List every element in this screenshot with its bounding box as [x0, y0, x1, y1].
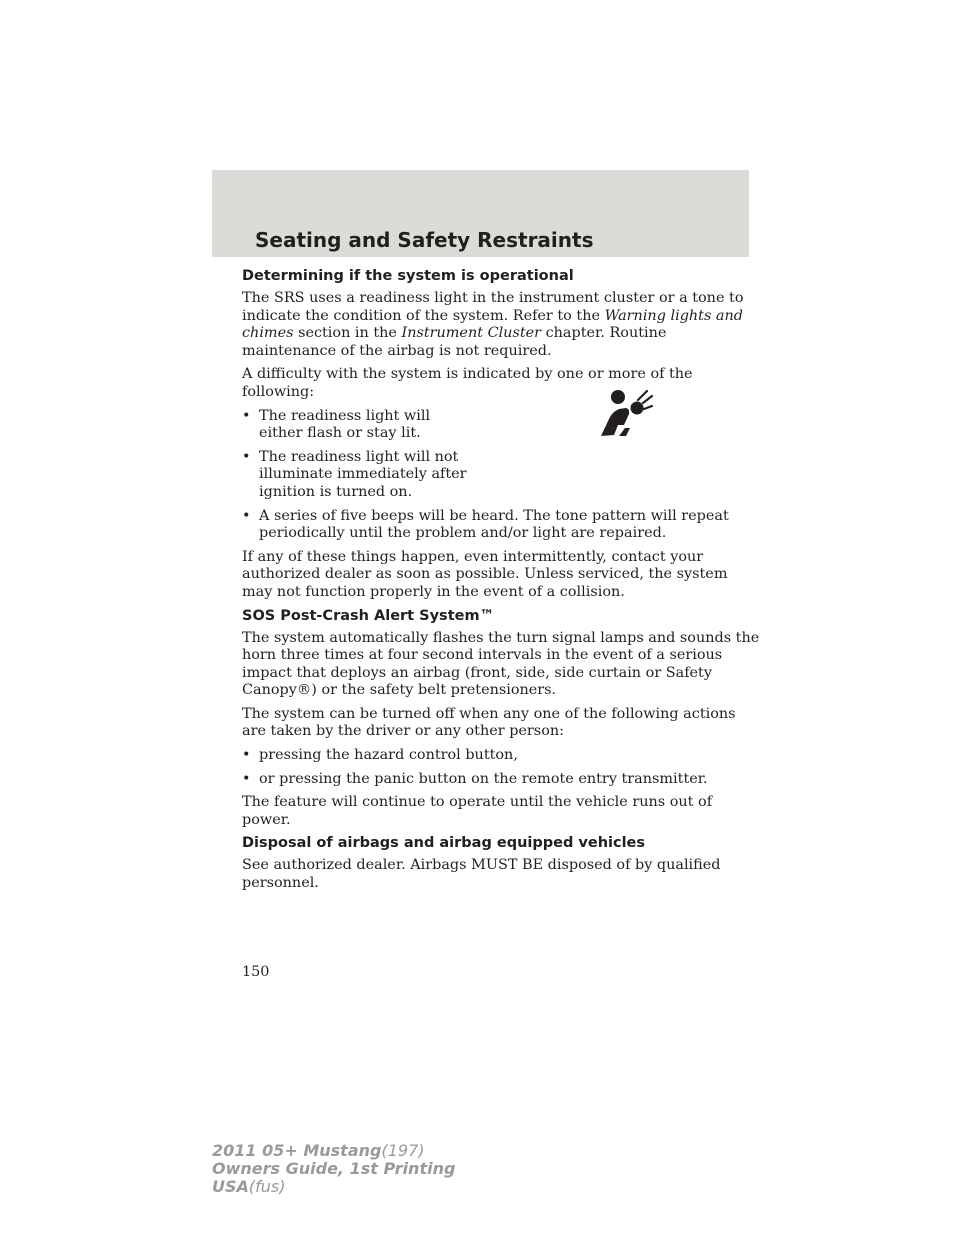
sos-paragraph-2: The system can be turned off when any one of the following actions are taken by the driver or any other person: [242, 705, 736, 740]
list-item: • A series of five beeps will be heard. The tone pattern will repeat periodically until the problem and/or light are repaired. [242, 507, 729, 542]
list-item: • pressing the hazard control button, [242, 747, 518, 764]
sos-paragraph-1: The system automatically flashes the turn signal lamps and sounds the horn three times at four second intervals in the event of a serious impact that deploys an airbag (front, side, side curtain or Safety Canopy®) or the safety belt pretensioners. [242, 629, 760, 699]
heading-disposal: Disposal of airbags and airbag equipped vehicles [242, 835, 646, 852]
list-item: • The readiness light will either flash or stay lit. [242, 407, 431, 442]
list-item: • The readiness light will not illuminate immediately after ignition is turned on. [242, 448, 467, 500]
airbag-warning-icon [597, 388, 653, 440]
heading-operational: Determining if the system is operational [242, 268, 574, 284]
disposal-paragraph-1: See authorized dealer. Airbags MUST BE disposed of by qualified personnel. [242, 857, 721, 892]
ref-instrument-cluster: Instrument Cluster [401, 325, 542, 342]
ref-warning-lights: Warning lights and chimes [242, 307, 743, 342]
sos-paragraph-3: The feature will continue to operate until the vehicle runs out of power. [242, 794, 713, 828]
list-item: • or pressing the panic button on the remote entry transmitter. [242, 770, 708, 787]
heading-sos: SOS Post-Crash Alert System™ [242, 607, 495, 624]
operational-paragraph-3: If any of these things happen, even intermittently, contact your authorized dealer as soon as possible. Unless serviced, the system may not function properly in the event of a collision. [242, 548, 728, 600]
operational-paragraph-1: The SRS uses a readiness light in the instrument cluster or a tone to indicate the condition of the system. Refer to the Warning lights and chimes section in the Instrument Cluster chapter. Routine maintenance of the airbag is not required. [242, 290, 744, 359]
page-content [242, 268, 762, 899]
chapter-title: Seating and Safety Restraints [255, 228, 594, 252]
page-number: 150 [242, 964, 270, 980]
print-footer: 2011 05+ Mustang(197) Owners Guide, 1st Printing USA(fus) [212, 1141, 456, 1196]
operational-paragraph-2: A difficulty with the system is indicated by one or more of the following: [242, 366, 693, 400]
